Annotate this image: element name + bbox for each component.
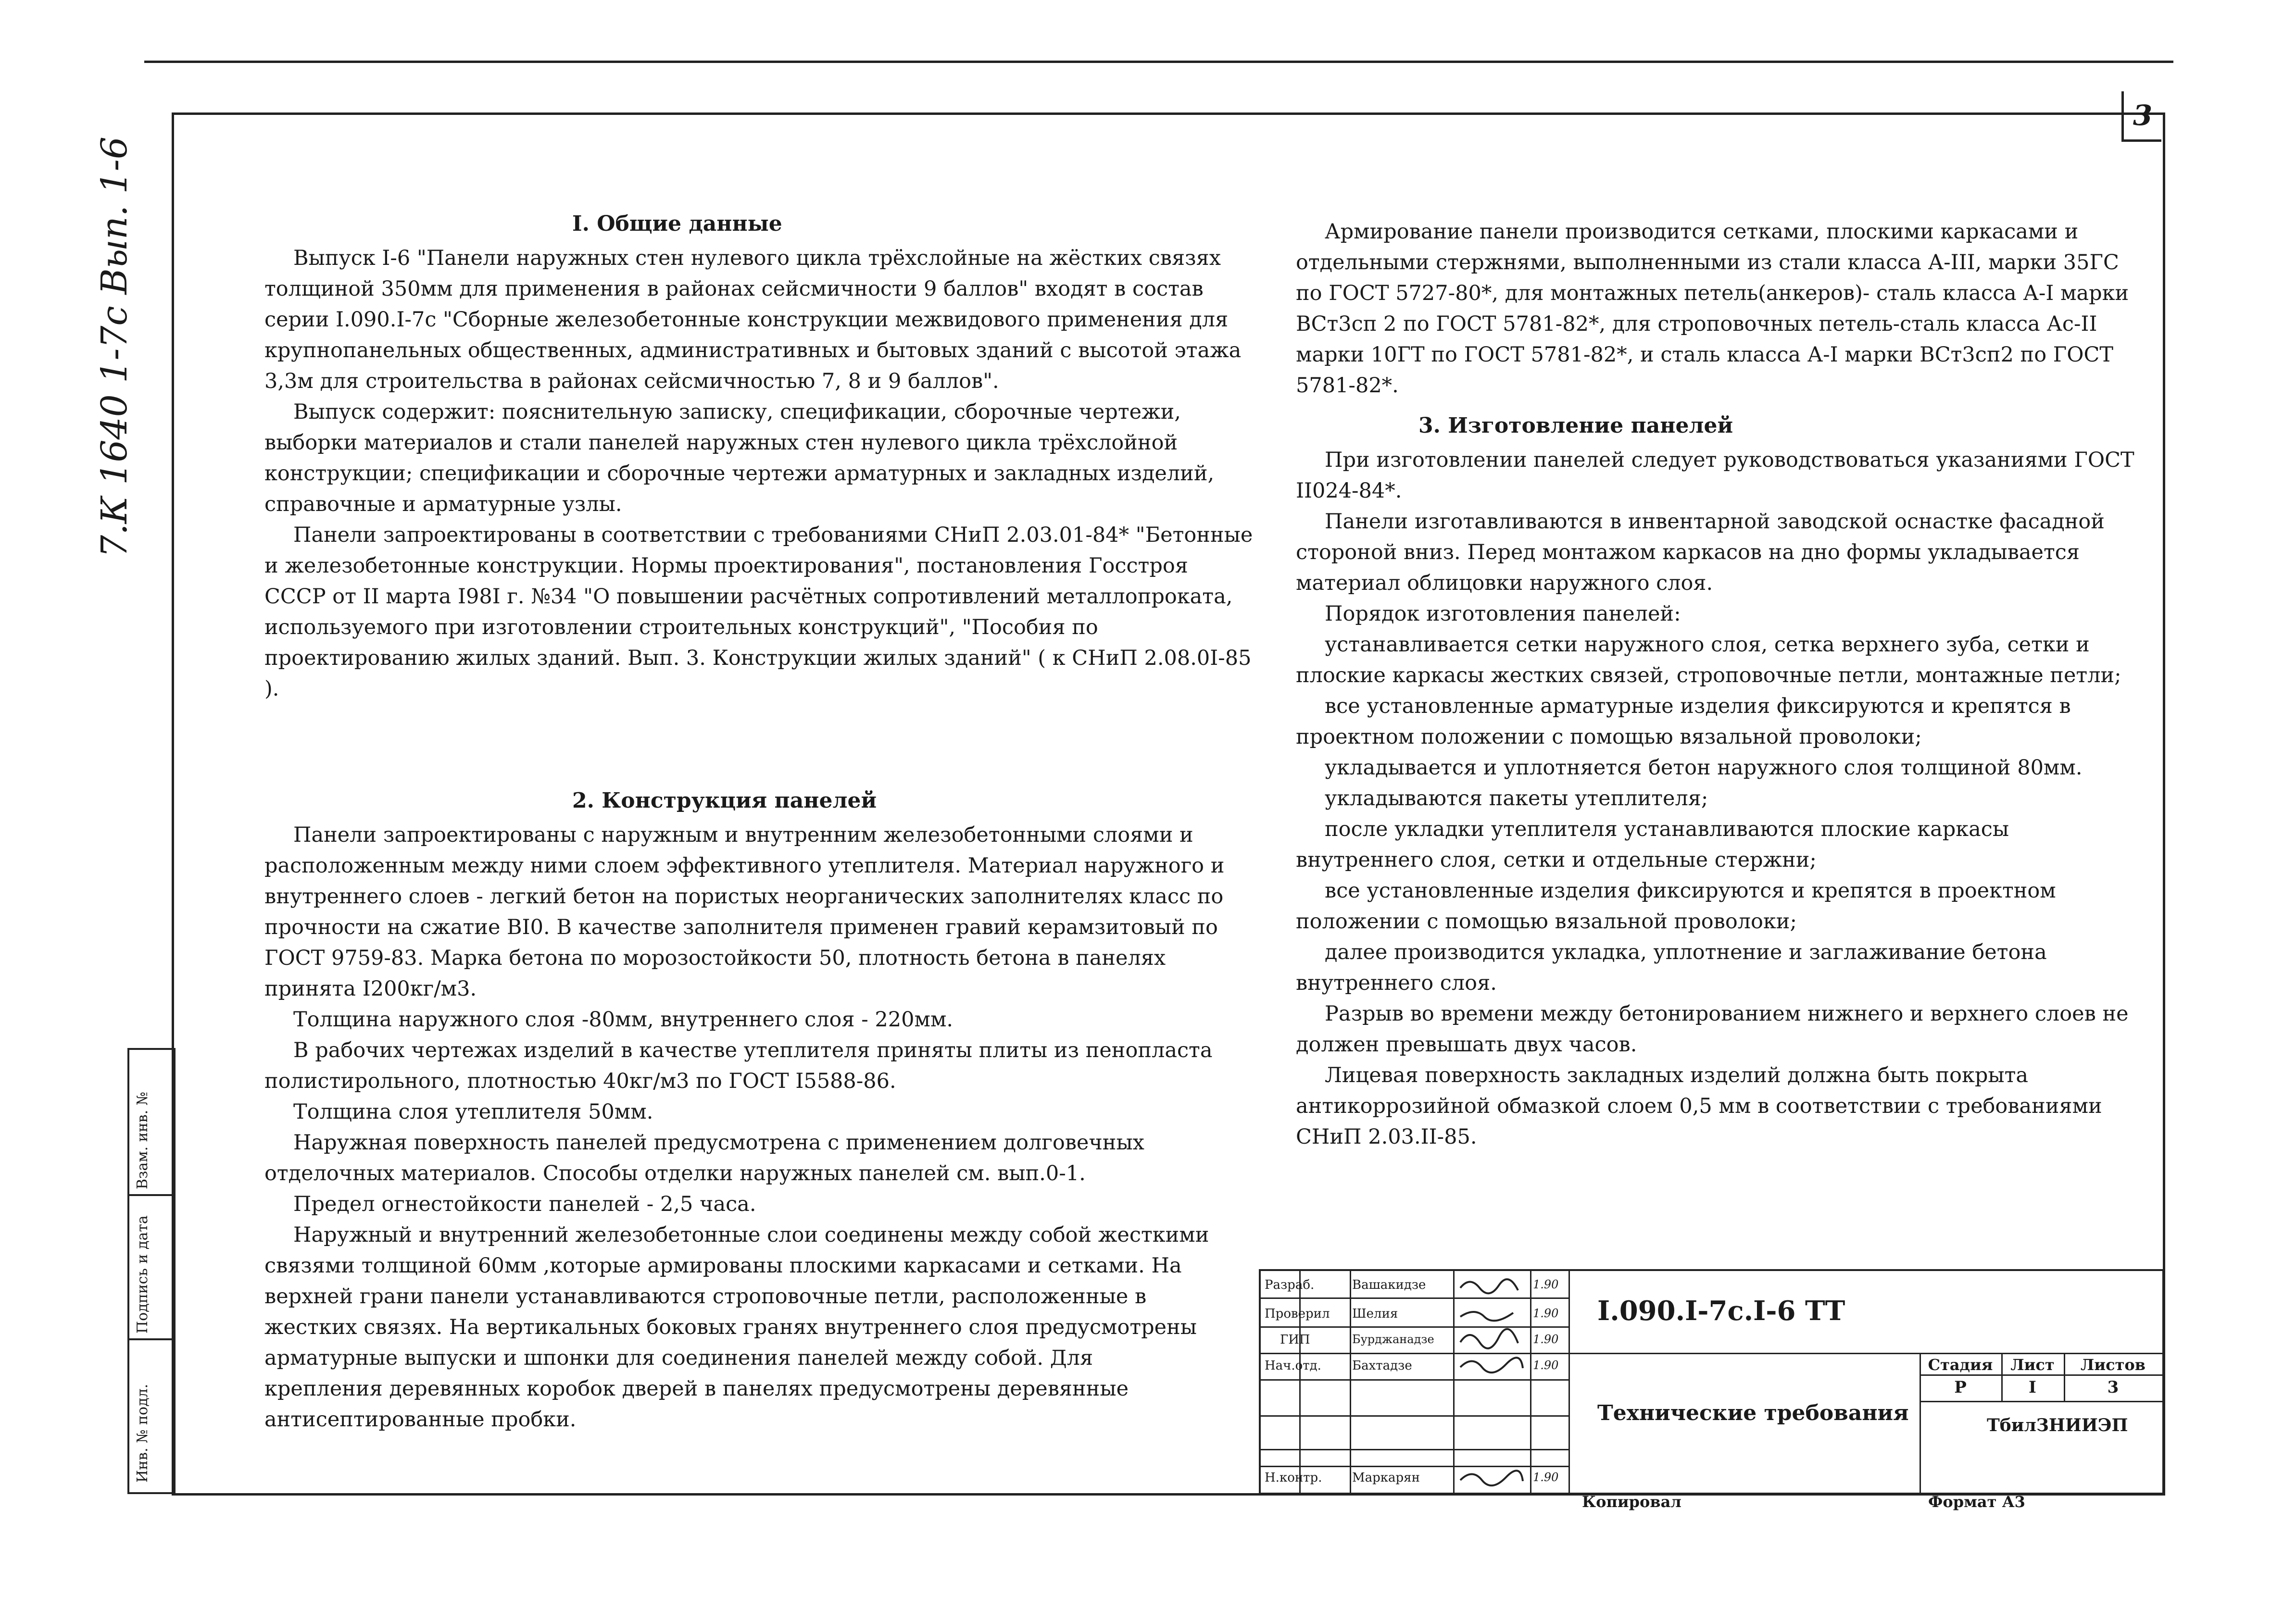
sheets-value: 3 [2107,1378,2119,1397]
organization: ТбилЗНИИЭП [1987,1415,2128,1435]
tb-line [1920,1374,2162,1376]
sheet-value: I [2029,1378,2036,1397]
tb-line [1453,1271,1455,1493]
section3-paragraph: все установленные арматурные изделия фиксируются и крепятся в проектном положении с помощью вязальной проволоки; [1296,694,2071,749]
section2-paragraph: В рабочих чертежах изделий в качестве утеплителя приняты плиты из пенопласта полистирольного, плотностью 40кг/м3 по ГОСТ I5588-86. [264,1038,1213,1093]
section2-paragraph: Толщина слоя утеплителя 50мм. [293,1100,653,1124]
section2-paragraph: Наружный и внутренний железобетонные слои соединены между собой жесткими связями толщиной 60мм ,которые армированы плоскими каркасами и сетками. На верхней грани панели устанавливаются строповочные петли, расположенные в жестких связях. На вертикальных боковых гранях внутреннего слоя предусмотрены арматурные выпуски и шпонки для соединения панелей между собой. Для крепления деревянных коробок дверей в панелях предусмотрены деревянные антисептированные пробки. [264,1223,1209,1432]
sheet-label: Лист [2010,1356,2055,1374]
tb-line [1568,1271,1570,1493]
tb-line [1350,1271,1351,1493]
section1-paragraph: Выпуск I-6 "Панели наружных стен нулевого цикла трёхслойные на жёстких связях толщиной 350мм для применения в районах сейсмичности 9 баллов" входят в состав серии I.090.I-7с "Сборные железобетонные конструкции межвидового применения для крупнопанельных общественных, административных и бытовых зданий с высотой этажа 3,3м для строительства в районах сейсмичностью 7, 8 и 9 баллов". [264,246,1242,393]
tb-date: 1.90 [1533,1278,1559,1291]
section3-paragraph: Лицевая поверхность закладных изделий должна быть покрыта антикоррозийной обмазкой слоем 0,5 мм в соответствии с требованиями СНиП 2.03.II-85. [1296,1063,2102,1149]
section2-body [264,820,1255,1435]
document-code: I.090.I-7с.I-6 ТТ [1597,1295,1845,1327]
section3-title: 3. Изготовление панелей [1418,413,1733,438]
tb-line [1920,1401,2162,1402]
signatures [1455,1271,1528,1493]
stamp-label-sign: Подпись и дата [134,1215,151,1334]
tb-name: Бурджанадзе [1352,1333,1434,1346]
tb-line [1299,1271,1301,1493]
tb-role: Нач.отд. [1265,1359,1321,1373]
copied-label: Копировал [1582,1493,1681,1511]
tb-role: Н.контр. [1265,1471,1322,1485]
section1-paragraph: Панели запроектированы в соответствии с требованиями СНиП 2.03.01-84* "Бетонные и железобетонные конструкции. Нормы проектирования", постановления Госстроя СССР от II марта I98I г. №34 "О повышении расчётных сопротивлений металлопроката, используемого при изготовлении строительных конструкций", "Пособия по проектированию жилых зданий. Вып. 3. Конструкции жилых зданий" ( к СНиП 2.08.0I-85 ). [264,523,1253,701]
section3-paragraph: устанавливается сетки наружного слоя, сетка верхнего зуба, сетки и плоские каркасы жестких связей, строповочные петли, монтажные петли; [1296,633,2121,687]
tb-name: Маркарян [1352,1471,1420,1485]
format-label: Формат А3 [1928,1493,2025,1511]
section2-paragraph: Наружная поверхность панелей предусмотрена с применением долговечных отделочных материалов. Способы отделки наружных панелей см. вып.0-1. [264,1131,1144,1185]
tb-role: Разраб. [1265,1278,1315,1292]
tb-date: 1.90 [1533,1333,1559,1346]
section2-paragraph: Панели запроектированы с наружным и внутренним железобетонными слоями и расположенным между ними слоем эффективного утеплителя. Материал наружного и внутреннего слоев - легкий бетон на пористых неорганических заполнителях класс по прочности на сжатие BI0. В качестве заполнителя применен гравий керамзитовый по ГОСТ 9759-83. Марка бетона по морозостойкости 50, плотность бетона в панелях принята I200кг/м3. [264,823,1225,1001]
section1-paragraph: Выпуск содержит: пояснительную записку, спецификации, сборочные чертежи, выборки материалов и стали панелей наружных стен нулевого цикла трёхслойной конструкции; спецификации и сборочные чертежи арматурных и закладных изделий, справочные и арматурные узлы. [264,400,1215,516]
stage-value: Р [1954,1378,1967,1397]
section3-paragraph: Разрыв во времени между бетонированием нижнего и верхнего слоев не должен превышать двух часов. [1296,1002,2129,1057]
section3-paragraph: укладываются пакеты утеплителя; [1325,786,1708,810]
stamp-label-inv: Инв. № подл. [134,1384,151,1483]
title-block [1259,1269,2164,1495]
section2-title: 2. Конструкция панелей [572,788,877,813]
reinforcement-paragraph [1296,216,2152,401]
left-stamp [127,1048,176,1494]
tb-name: Вашакидзе [1352,1278,1426,1292]
section3-paragraph: все установленные изделия фиксируются и крепятся в проектном положении с помощью вязальной проволоки; [1296,879,2056,934]
section3-paragraph: Панели изготавливаются в инвентарной заводской оснастке фасадной стороной вниз. Перед монтажом каркасов на дно формы укладывается материал облицовки наружного слоя. [1296,510,2105,595]
tb-line [2001,1353,2003,1401]
section3-paragraph: Порядок изготовления панелей: [1325,602,1681,626]
tb-line [1530,1271,1531,1493]
section3-paragraph: после укладки утеплителя устанавливаются плоские каркасы внутреннего слоя, сетки и отдельные стержни; [1296,817,2009,872]
section1-body [264,243,1255,704]
tb-role: ГИП [1280,1333,1310,1347]
page-number: 3 [2121,91,2161,142]
section3-paragraph: При изготовлении панелей следует руководствоваться указаниями ГОСТ II024-84*. [1296,448,2134,503]
tb-line [1261,1353,2162,1354]
section3-body [1296,445,2152,1152]
side-note: 7.К 1640 1-7с Вып. 1-6 [94,137,135,558]
stamp-label-replace: Взам. инв. № [134,1091,151,1189]
section2-paragraph: Толщина наружного слоя -80мм, внутреннего слоя - 220мм. [293,1008,954,1032]
tb-date: 1.90 [1533,1471,1559,1484]
sheets-label: Листов [2081,1356,2145,1374]
section2-paragraph: Предел огнестойкости панелей - 2,5 часа. [293,1192,756,1216]
tb-line [1920,1353,1921,1493]
tb-name: Бахтадзе [1352,1359,1412,1373]
tb-name: Шелия [1352,1307,1398,1321]
stage-label: Стадия [1928,1356,1993,1374]
top-border-line [144,61,2173,63]
section1-title: I. Общие данные [572,212,782,236]
tb-date: 1.90 [1533,1307,1559,1320]
tb-role: Проверил [1265,1307,1330,1321]
section3-paragraph: укладывается и уплотняется бетон наружного слоя толщиной 80мм. [1325,756,2083,780]
stamp-divider [129,1194,174,1196]
document-title: Технические требования [1597,1401,1909,1425]
tb-line [2064,1353,2065,1401]
section3-paragraph: далее производится укладка, уплотнение и заглаживание бетона внутреннего слоя. [1296,940,2047,995]
reinforcement-text: Армирование панели производится сетками, плоскими каркасами и отдельными стержнями, выполненными из стали класса А-III, марки 35ГС по ГОСТ 5727-80*, для монтажных петель(анкеров)- сталь класса А-I марки ВСт3сп 2 по ГОСТ 5781-82*, для строповочных петель-сталь класса Ас-II марки 10ГТ по ГОСТ 5781-82*, и сталь класса А-I марки ВСт3сп2 по ГОСТ 5781-82*. [1296,220,2129,398]
stamp-divider [129,1338,174,1340]
tb-date: 1.90 [1533,1359,1559,1372]
